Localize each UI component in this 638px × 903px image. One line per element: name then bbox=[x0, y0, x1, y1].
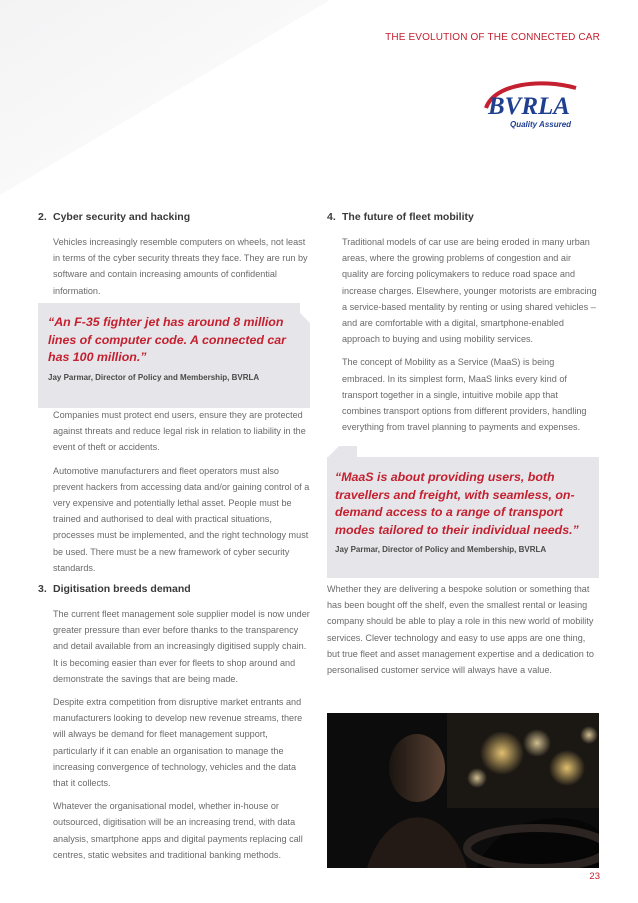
section-3-paragraph-2: Despite extra competition from disruptive market entrants and manufacturers looking to develop new revenue streams, there will always be demand for fleet management support, particularly if it can enable an organisation to manage the increasing convergence of technology, vehicles and the data that it collects. bbox=[53, 697, 303, 789]
section-3-paragraph-1: The current fleet management sole supplier model is now under greater pressure than ever before thanks to the transparency and detail available from an increasingly digitised supply chain. It is becoming easier than ever for fleets to shop around and demonstrate the savings that are being made. bbox=[53, 609, 310, 684]
section-4-paragraph-1: Traditional models of car use are being eroded in many urban areas, where the growing problems of congestion and air quality are forcing policymakers to reduce road space and increase charges. Elsewhere, younger motorists are embracing a service-based mentality by renting or using shared vehicles – and are comfortable with a digital, smartphone-enabled approach to buying and using mobility services. bbox=[342, 237, 597, 345]
section-2-paragraph-2: Companies must protect end users, ensure they are protected against threats and reduce legal risk in relation to liability in the event of theft or accidents. bbox=[53, 410, 306, 453]
section-2-number: 2. bbox=[38, 211, 47, 223]
section-3-paragraph-3: Whatever the organisational model, whether in-house or outsourced, digitisation will be an increasing trend, with data analysis, smartphone apps and digital payments replacing call centres, static websites and traditional banking methods. bbox=[53, 801, 303, 860]
quote-box-maas bbox=[327, 457, 599, 578]
section-2-title: Cyber security and hacking bbox=[53, 211, 191, 223]
quote-f35-text: “An F-35 fighter jet has around 8 million lines of computer code. A connected car has 100 million.” bbox=[48, 315, 286, 364]
left-column-continued bbox=[38, 407, 310, 870]
section-3-heading bbox=[38, 583, 310, 596]
quote-f35-attribution: Jay Parmar, Director of Policy and Membership, BVRLA bbox=[48, 372, 260, 382]
right-column bbox=[327, 211, 599, 442]
section-3-number: 3. bbox=[38, 583, 47, 596]
bvrla-logo bbox=[480, 80, 592, 132]
section-2-paragraph-3: Automotive manufacturers and fleet operators must also prevent hackers from accessing data and/or gaining control of a very expensive and potentially lethal asset. People must be trained and authorised to deal with practical situations, processes must be implemented, and the right technology must be used. There must be a new framework of cyber security standards. bbox=[53, 465, 310, 573]
quote-maas-text: “MaaS is about providing users, both travellers and freight, with seamless, on-demand access to a range of transport modes tailored to their individual needs.” bbox=[335, 470, 579, 537]
svg-text:BVRLA: BVRLA bbox=[488, 93, 570, 120]
quote-box-notch bbox=[290, 303, 310, 408]
left-column bbox=[38, 211, 310, 306]
section-4-paragraph-3: Whether they are delivering a bespoke solution or something that has been bought off the shelf, even the smallest rental or leasing company should be able to play a role in this new world of mobility services. Clever technology and easy to use apps are one thing, but true fleet and asset management expertise and a dedication to personalised customer service will always have a value. bbox=[327, 584, 594, 676]
corner-pattern bbox=[0, 0, 330, 195]
section-4-heading bbox=[327, 211, 599, 224]
section-4-number: 4. bbox=[327, 211, 336, 223]
section-2-paragraph-1: Vehicles increasingly resemble computers on wheels, not least in terms of the cyber security threats they face. They are run by software and contain increasing amounts of confidential information. bbox=[53, 237, 308, 296]
svg-text:Quality Assured: Quality Assured bbox=[510, 120, 572, 129]
section-4-title: The future of fleet mobility bbox=[342, 211, 474, 223]
section-4-paragraph-2: The concept of Mobility as a Service (MaaS) is being embraced. In its simplest form, MaaS links every kind of transport together in a single, intuitive mobile app that combines transport options from different providers, handling everything from travel planning to payments and expenses. bbox=[342, 357, 587, 433]
section-2-heading bbox=[38, 211, 310, 224]
quote-box-maas-notch bbox=[327, 446, 357, 458]
quote-box-f35 bbox=[38, 303, 300, 408]
driver-night-photo bbox=[327, 713, 599, 868]
right-column-continued bbox=[327, 581, 599, 685]
running-title: THE EVOLUTION OF THE CONNECTED CAR bbox=[385, 32, 600, 43]
page-number: 23 bbox=[589, 871, 600, 882]
section-3-title: Digitisation breeds demand bbox=[53, 583, 191, 596]
quote-maas-attribution: Jay Parmar, Director of Policy and Membership, BVRLA bbox=[335, 545, 547, 554]
